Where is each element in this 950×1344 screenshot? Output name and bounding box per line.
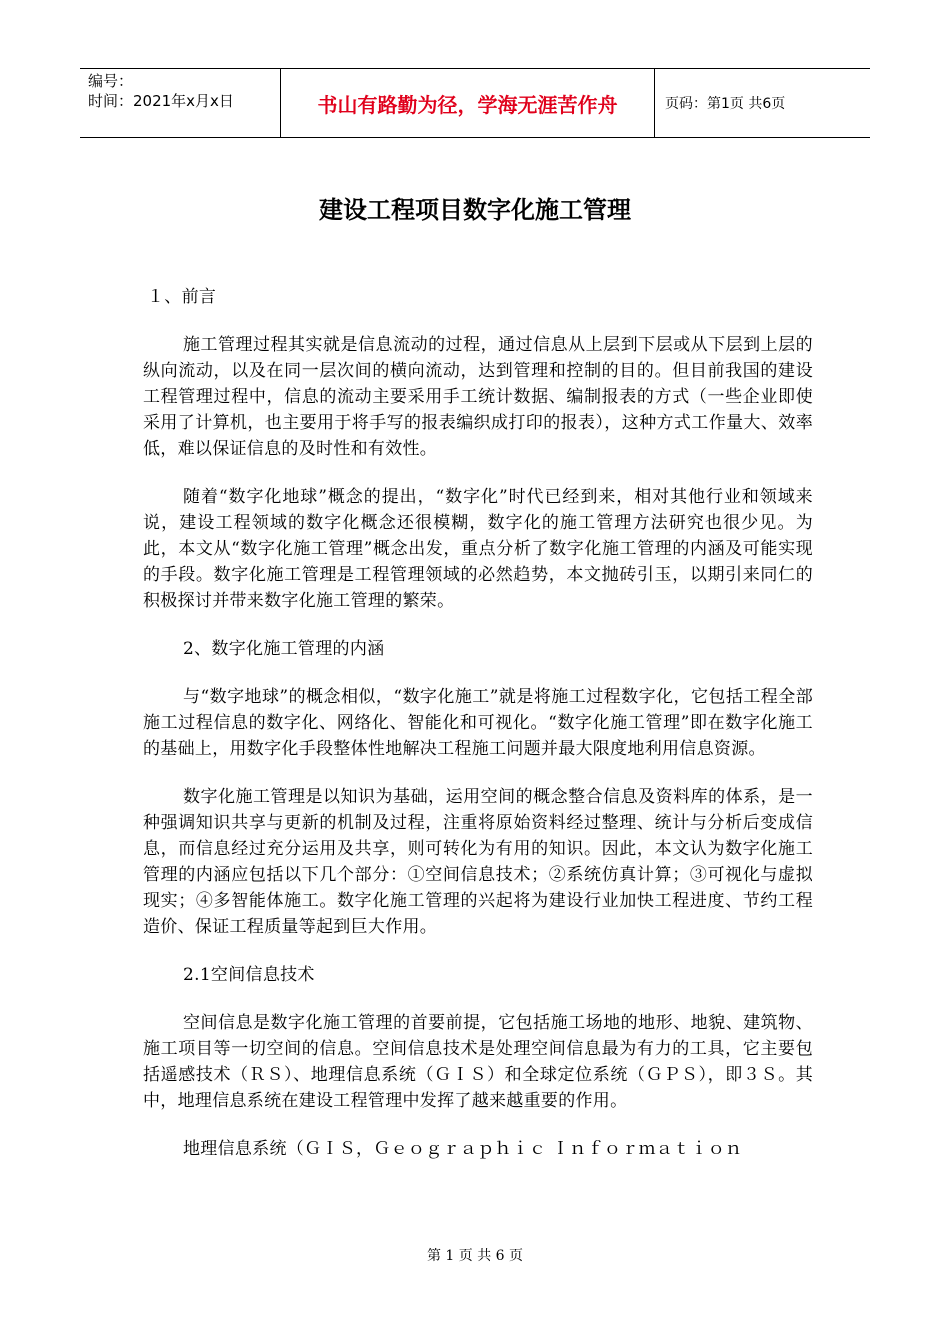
paragraph: 与“数字地球”的概念相似，“数字化施工”就是将施工过程数字化，它包括工程全部施工过程信息的数字化、网络化、智能化和可视化。“数字化施工管理”即在数字化施工的基础上，用数字化手段整体性地解决工程施工问题并最大限度地利用信息资源。 — [143, 687, 813, 759]
paragraph: 施工管理过程其实就是信息流动的过程，通过信息从上层到下层或从下层到上层的纵向流动，以及在同一层次间的横向流动，达到管理和控制的目的。但目前我国的建设工程管理过程中，信息的流动主要采用手工统计数据、编制报表的方式（一些企业即使采用了计算机，也主要用于将手写的报表编织成打印的报表），这种方式工作量大、效率低，难以保证信息的及时性和有效性。 — [143, 335, 813, 459]
document-body — [143, 284, 813, 1184]
document-title: 建设工程项目数字化施工管理 — [319, 196, 631, 224]
page-label: 页码：第1页 共6页 — [665, 96, 786, 112]
page-footer: 第 1 页 共 6 页 — [426, 1248, 524, 1264]
date-label: 时间：2021年x月x日 — [88, 92, 234, 110]
section-heading-connotation: 2、数字化施工管理的内涵 — [183, 639, 385, 659]
number-label: 编号： — [88, 72, 134, 90]
paragraph: 地理信息系统（ＧＩＳ，Ｇｅｏｇｒａｐｈｉｃ Ｉｎｆｏｒｍａｔｉｏｎ — [183, 1139, 743, 1159]
motto: 书山有路勤为径，学海无涯苦作舟 — [281, 69, 655, 137]
document-header — [80, 68, 870, 138]
section-heading-spatial-info: 2.1空间信息技术 — [183, 965, 315, 985]
paragraph: 随着“数字化地球”概念的提出，“数字化”时代已经到来，相对其他行业和领域来说，建设工程领域的数字化概念还很模糊，数字化的施工管理方法研究也很少见。为此，本文从“数字化施工管理”概念出发，重点分析了数字化施工管理的内涵及可能实现的手段。数字化施工管理是工程管理领域的必然趋势，本文抛砖引玉，以期引来同仁的积极探讨并带来数字化施工管理的繁荣。 — [143, 487, 813, 611]
header-meta — [80, 69, 281, 137]
paragraph: 数字化施工管理是以知识为基础，运用空间的概念整合信息及资料库的体系，是一种强调知识共享与更新的机制及过程，注重将原始资料经过整理、统计与分析后变成信息，而信息经过充分运用及共享，则可转化为有用的知识。因此，本文认为数字化施工管理的内涵应包括以下几个部分：①空间信息技术；②系统仿真计算；③可视化与虚拟现实；④多智能体施工。数字化施工管理的兴起将为建设行业加快工程进度、节约工程造价、保证工程质量等起到巨大作用。 — [143, 787, 813, 937]
paragraph: 空间信息是数字化施工管理的首要前提，它包括施工场地的地形、地貌、建筑物、施工项目等一切空间的信息。空间信息技术是处理空间信息最为有力的工具，它主要包括遥感技术（ＲＳ）、地理信息系统（ＧＩＳ）和全球定位系统（ＧＰＳ），即３Ｓ。其中，地理信息系统在建设工程管理中发挥了越来越重要的作用。 — [143, 1013, 813, 1111]
section-heading-preface: １、前言 — [147, 287, 217, 307]
